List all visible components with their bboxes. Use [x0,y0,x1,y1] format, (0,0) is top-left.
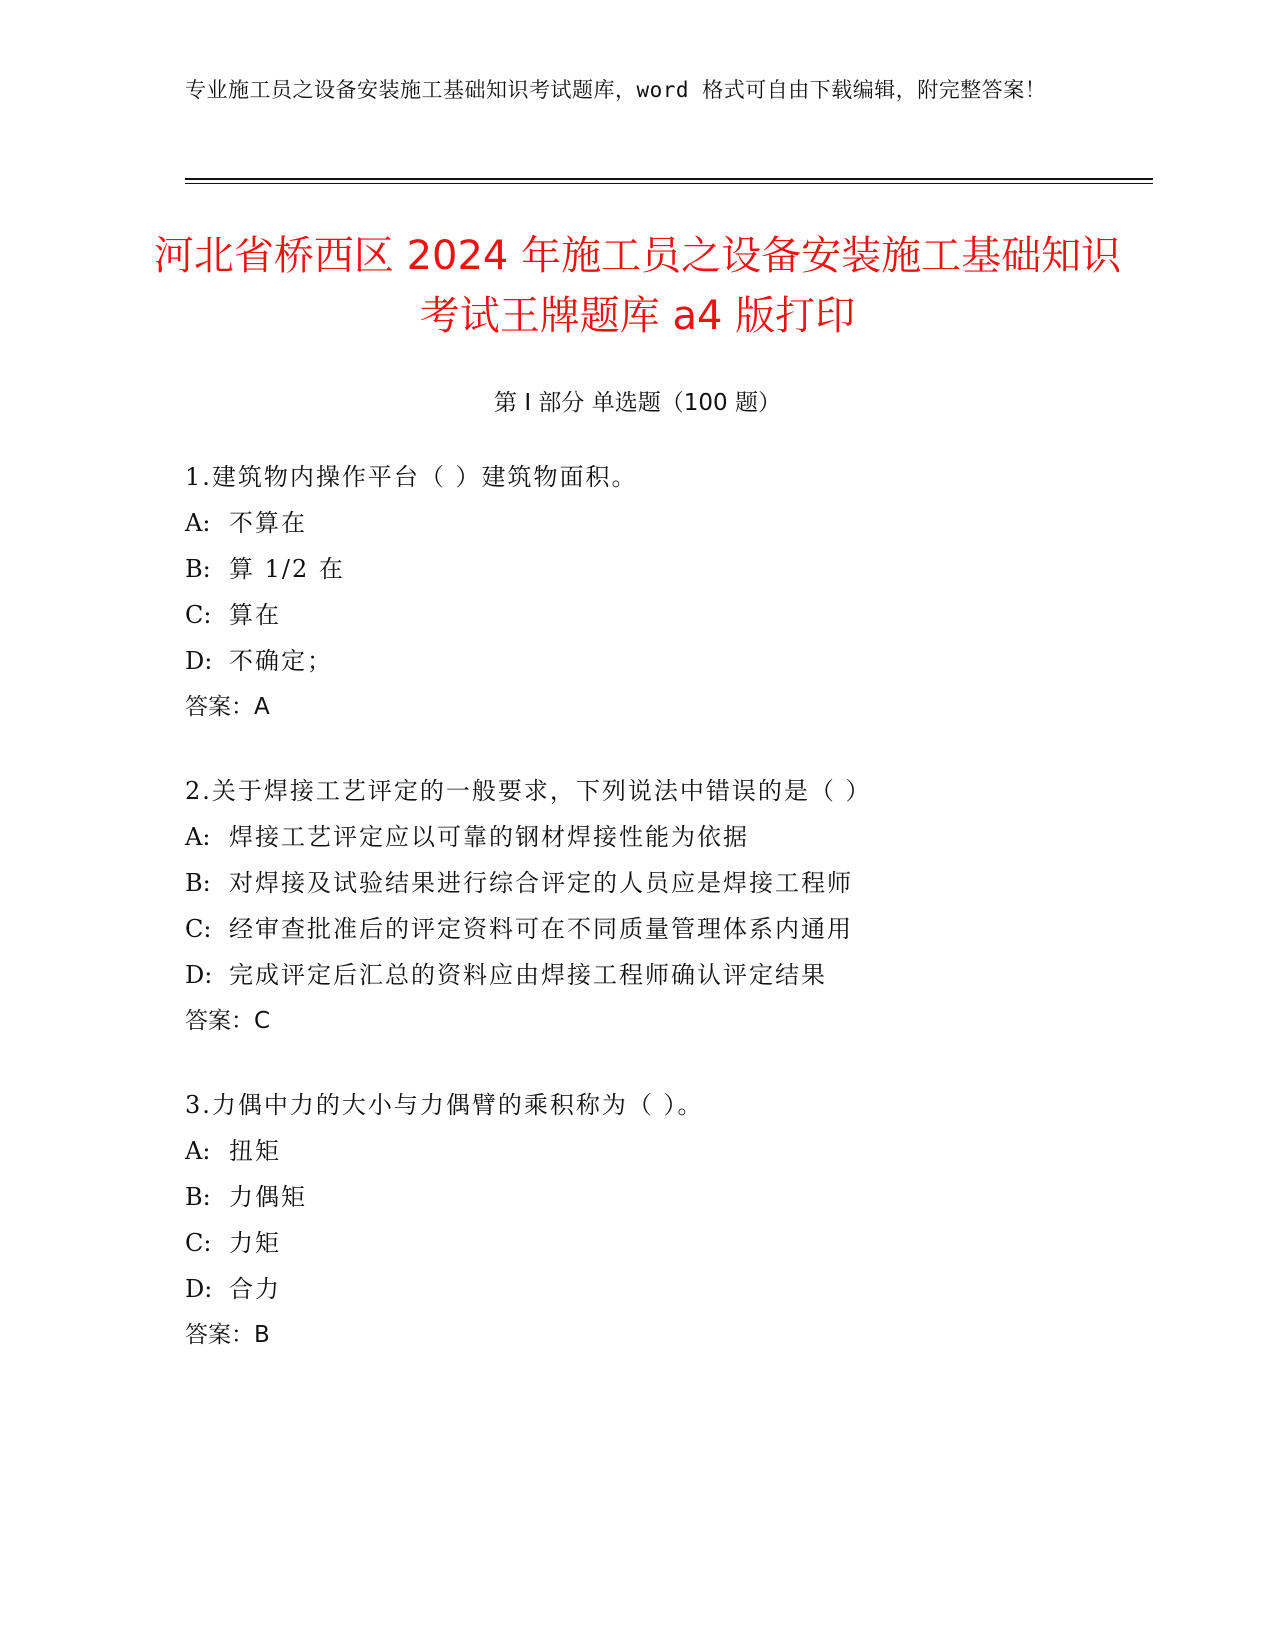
option-d [185,638,1135,684]
option-letter: C: [185,1229,212,1257]
option-letter: C: [185,601,212,629]
option-text: 算在 [229,601,281,629]
option-text: 扭矩 [229,1137,281,1165]
option-letter: D: [185,647,213,675]
option-c [185,592,1135,638]
option-text: 算 1/2 在 [229,555,345,583]
option-c [185,1220,1135,1266]
option-a [185,814,1135,860]
option-letter: D: [185,1275,213,1303]
question-stem: 3.力偶中力的大小与力偶臂的乘积称为（ ）。 [185,1091,704,1119]
header-divider-thick [185,178,1153,180]
option-c [185,906,1135,952]
question-stem: 2.关于焊接工艺评定的一般要求，下列说法中错误的是（ ） [185,777,872,805]
option-letter: C: [185,915,212,943]
option-d [185,952,1135,998]
option-b [185,1174,1135,1220]
option-text: 不确定； [229,647,333,675]
option-text: 力偶矩 [229,1183,307,1211]
option-text: 焊接工艺评定应以可靠的钢材焊接性能为依据 [229,823,749,851]
section-heading: 第 I 部分 单选题（100 题） [494,390,781,416]
option-letter: B: [185,1183,211,1211]
option-text: 力矩 [229,1229,281,1257]
option-b [185,546,1135,592]
option-letter: B: [185,555,211,583]
option-letter: B: [185,869,211,897]
option-letter: D: [185,961,213,989]
option-text: 完成评定后汇总的资料应由焊接工程师确认评定结果 [229,961,827,989]
option-letter: A: [185,823,211,851]
answer-line: 答案：C [185,1008,271,1034]
option-text: 经审查批准后的评定资料可在不同质量管理体系内通用 [229,915,853,943]
option-a [185,500,1135,546]
option-b [185,860,1135,906]
answer-line: 答案：B [185,1322,270,1348]
option-text: 不算在 [229,509,307,537]
question-2 [185,768,1135,1044]
header-divider-thin [185,183,1153,184]
document-title: 河北省桥西区 2024 年施工员之设备安装施工基础知识考试王牌题库 a4 版打印 [153,233,1122,339]
option-a [185,1128,1135,1174]
option-d [185,1266,1135,1312]
option-letter: A: [185,509,211,537]
question-3 [185,1082,1135,1358]
answer-line: 答案：A [185,694,270,720]
header-note: 专业施工员之设备安装施工基础知识考试题库，word 格式可自由下载编辑，附完整答案！ [185,78,1047,102]
question-1 [185,454,1135,730]
option-text: 对焊接及试验结果进行综合评定的人员应是焊接工程师 [229,869,853,897]
option-letter: A: [185,1137,211,1165]
question-stem: 1.建筑物内操作平台（ ）建筑物面积。 [185,463,638,491]
option-text: 合力 [229,1275,281,1303]
